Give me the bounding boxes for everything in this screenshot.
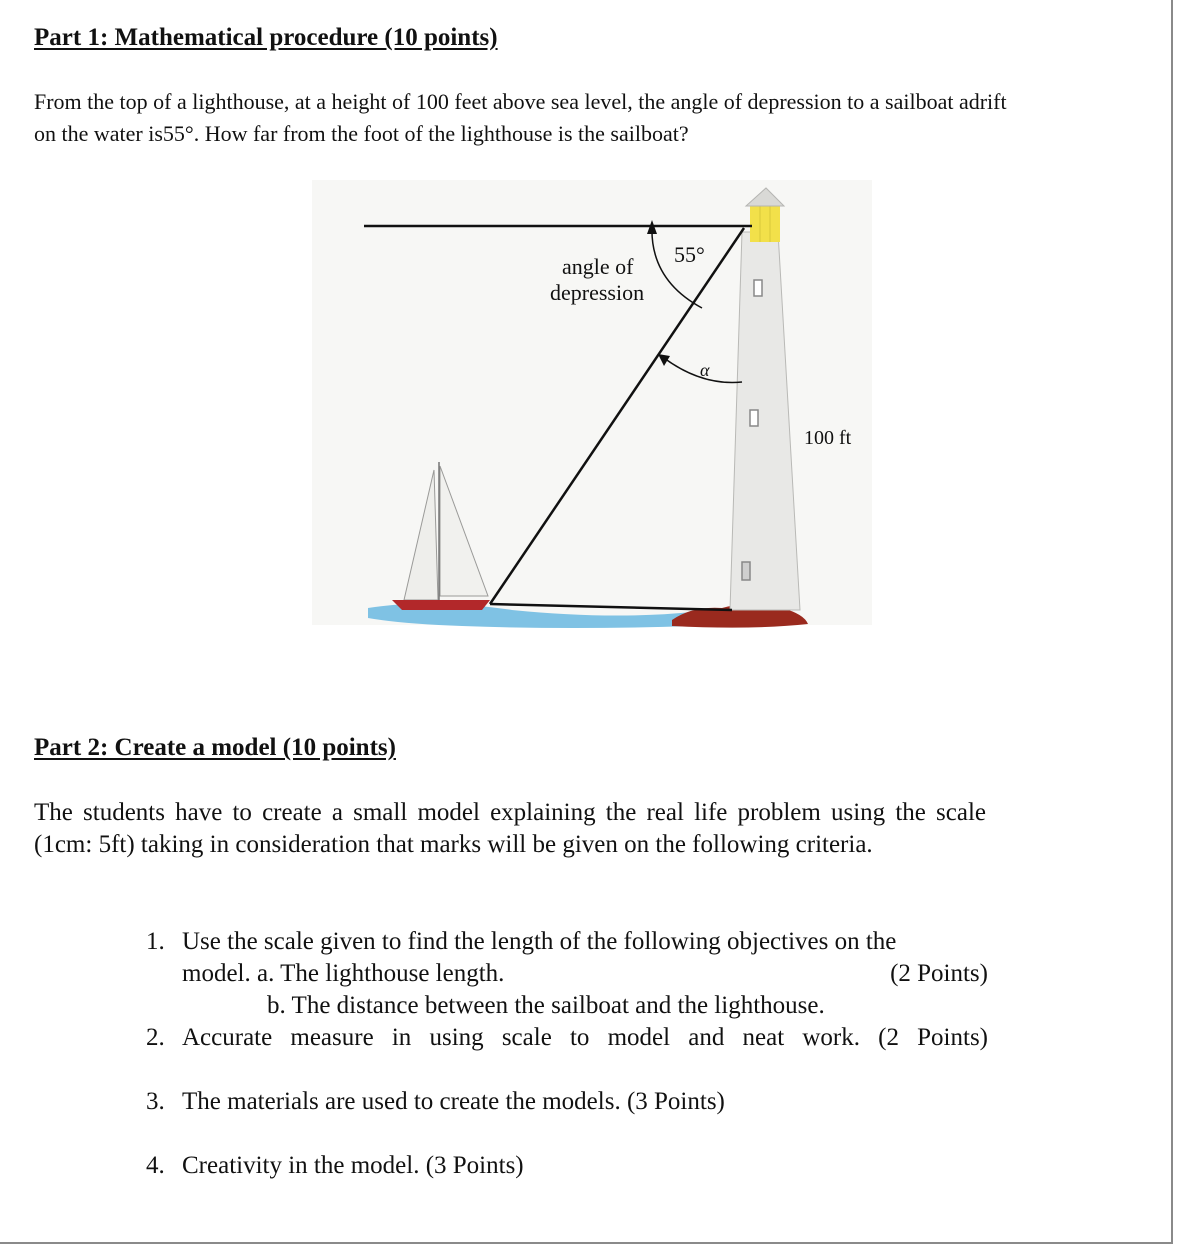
item1-line1: Use the scale given to find the length of the following objectives on the	[182, 928, 897, 955]
angle-label-line-2: depression	[550, 280, 645, 305]
list-number: 3.	[146, 1088, 165, 1115]
angle-label-line-1: angle of	[562, 254, 634, 279]
part1-heading: Part 1: Mathematical procedure (10 points)	[34, 24, 498, 51]
problem-line-1: From the top of a lighthouse, at a height of 100 feet above sea level, the angle of depression to a sailboat adrift	[34, 89, 1007, 114]
part1-problem	[34, 86, 1144, 150]
problem-line-2: on the water is55°. How far from the foot of the lighthouse is the sailboat?	[34, 121, 689, 146]
list-number: 1.	[146, 928, 165, 955]
lighthouse-lamp	[750, 206, 780, 242]
window	[750, 410, 758, 426]
list-item-text	[182, 926, 988, 990]
height-label: 100 ft	[804, 427, 852, 449]
list-item-text: Creativity in the model. (3 Points)	[182, 1152, 524, 1179]
lighthouse-figure	[312, 180, 872, 640]
boat-hull	[392, 600, 490, 610]
window	[754, 280, 762, 296]
alpha-label: α	[700, 360, 710, 380]
list-item-text: The materials are used to create the models. (3 Points)	[182, 1088, 725, 1115]
list-item-text: Accurate measure in using scale to model and neat work. (2 Points)	[182, 1024, 988, 1051]
window	[742, 562, 750, 580]
item1-line2-text: model. a. The lighthouse length.	[182, 960, 505, 987]
part2-intro: The students have to create a small model explaining the real life problem using the scale (1cm: 5ft) taking in consideration that marks will be given on the following criteria.	[34, 799, 986, 858]
part2-heading: Part 2: Create a model (10 points)	[34, 734, 396, 761]
item1-points: (2 Points)	[890, 960, 988, 987]
lighthouse-diagram	[312, 180, 872, 640]
list-number: 2.	[146, 1024, 165, 1051]
item1-line3: b. The distance between the sailboat and the lighthouse.	[267, 992, 825, 1019]
item1-line2	[182, 958, 988, 990]
list-number: 4.	[146, 1152, 165, 1179]
angle-value-label: 55°	[674, 242, 705, 267]
